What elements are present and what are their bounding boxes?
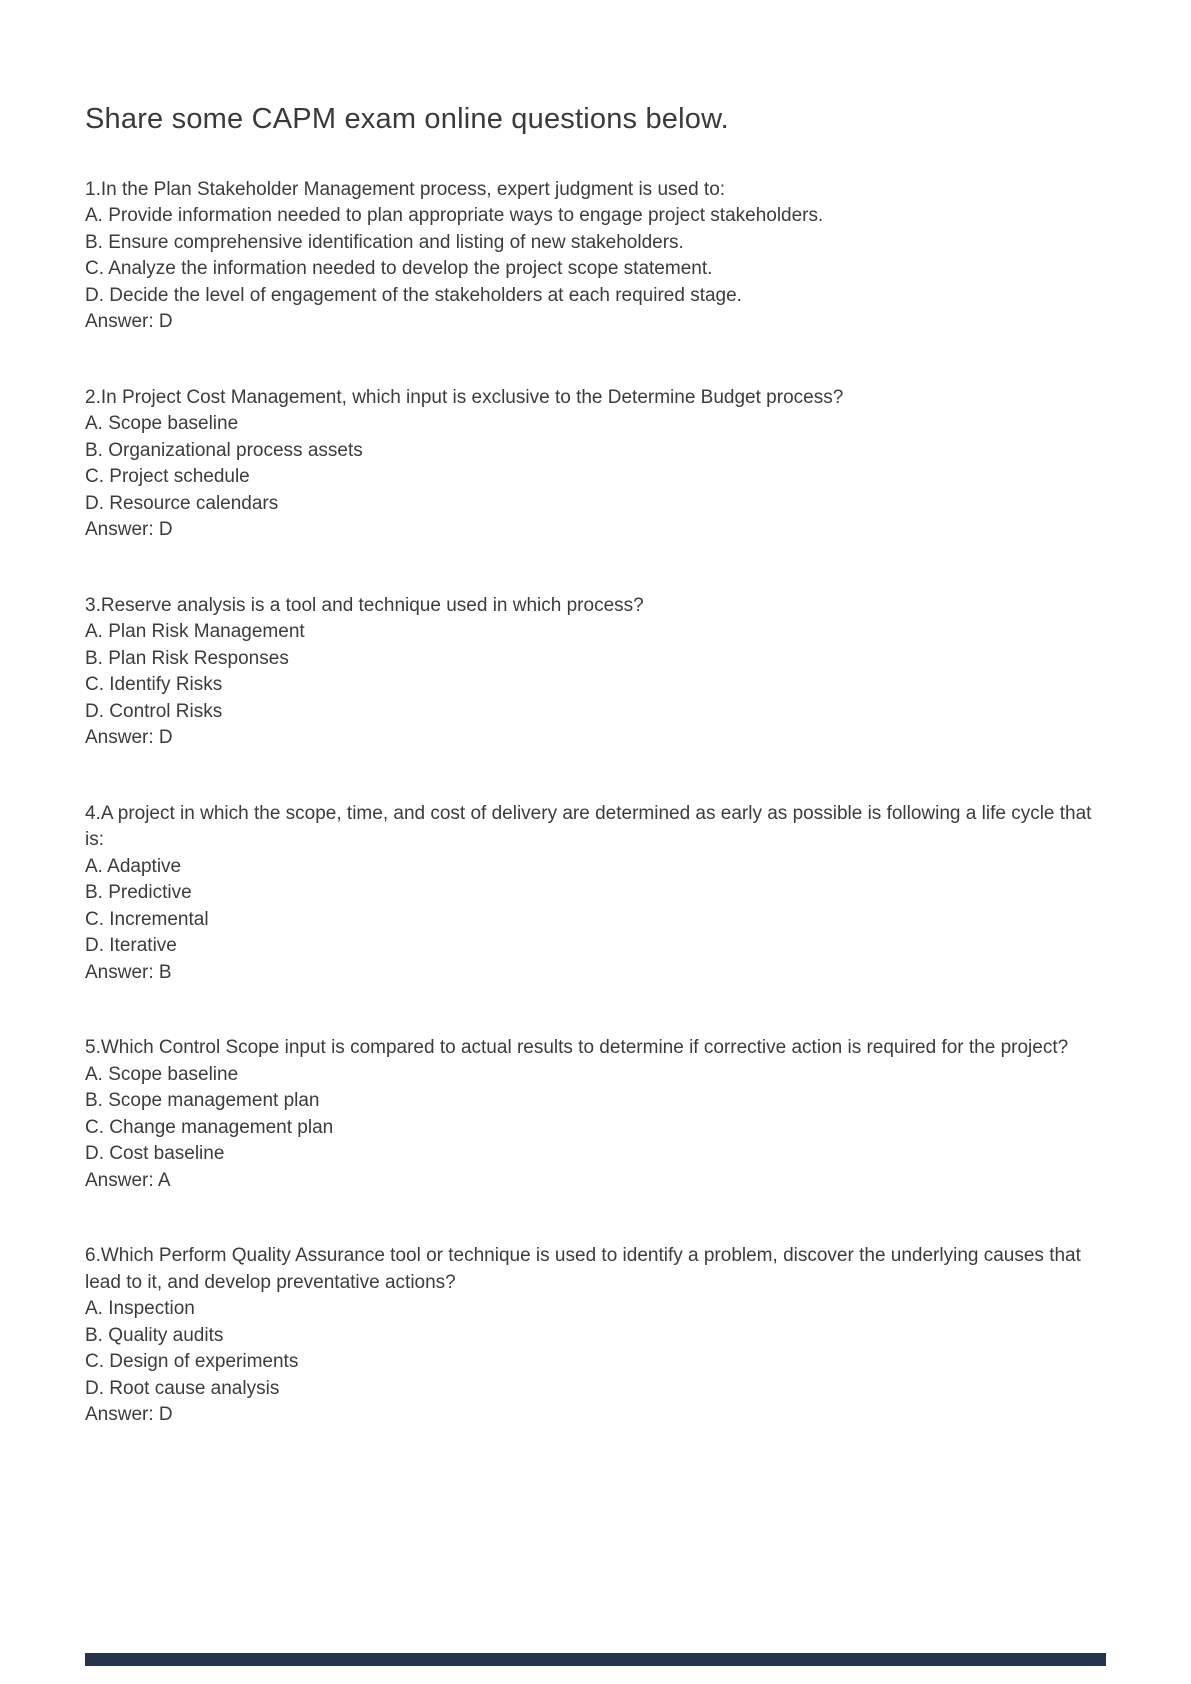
question-option-a: A. Scope baseline: [85, 1063, 239, 1085]
question-option-d: D. Root cause analysis: [85, 1377, 280, 1399]
question-answer: Answer: D: [85, 519, 173, 541]
question-4: [85, 801, 1106, 987]
question-option-c: C. Incremental: [85, 908, 209, 930]
question-text: 4.A project in which the scope, time, and cost of delivery are determined as early as possible is following a life cycle that is:: [85, 802, 1092, 851]
question-text: 1.In the Plan Stakeholder Management process, expert judgment is used to:: [85, 178, 726, 200]
question-option-b: B. Organizational process assets: [85, 439, 363, 461]
question-option-d: D. Cost baseline: [85, 1143, 225, 1165]
question-answer: Answer: D: [85, 311, 173, 333]
question-option-a: A. Inspection: [85, 1298, 195, 1320]
question-5: [85, 1035, 1106, 1194]
question-2: [85, 385, 1106, 544]
question-answer: Answer: B: [85, 961, 172, 983]
question-option-a: A. Plan Risk Management: [85, 621, 305, 643]
question-1: [85, 177, 1106, 336]
question-option-d: D. Control Risks: [85, 700, 223, 722]
question-answer: Answer: D: [85, 727, 173, 749]
question-text: 5.Which Control Scope input is compared to actual results to determine if corrective action is required for the project?: [85, 1037, 1069, 1059]
question-text: 3.Reserve analysis is a tool and technique used in which process?: [85, 594, 644, 616]
page-title: Share some CAPM exam online questions below.: [85, 103, 729, 135]
footer-bar: [85, 1653, 1106, 1666]
question-6: [85, 1243, 1106, 1429]
question-option-c: C. Analyze the information needed to develop the project scope statement.: [85, 258, 713, 280]
question-option-c: C. Project schedule: [85, 466, 250, 488]
question-option-c: C. Identify Risks: [85, 674, 223, 696]
question-text: 2.In Project Cost Management, which input is exclusive to the Determine Budget process?: [85, 386, 844, 408]
question-option-b: B. Scope management plan: [85, 1090, 320, 1112]
question-option-c: C. Change management plan: [85, 1116, 334, 1138]
question-option-d: D. Resource calendars: [85, 492, 279, 514]
question-option-c: C. Design of experiments: [85, 1351, 299, 1373]
question-text: 6.Which Perform Quality Assurance tool or technique is used to identify a problem, discover the underlying causes that lead to it, and develop preventative actions?: [85, 1245, 1081, 1293]
question-3: [85, 593, 1106, 752]
question-option-b: B. Ensure comprehensive identification and listing of new stakeholders.: [85, 231, 684, 253]
question-option-a: A. Provide information needed to plan appropriate ways to engage project stakeholders.: [85, 205, 824, 227]
question-option-a: A. Adaptive: [85, 855, 182, 877]
question-answer: Answer: A: [85, 1169, 171, 1191]
question-answer: Answer: D: [85, 1404, 173, 1426]
question-option-b: B. Plan Risk Responses: [85, 647, 289, 669]
question-option-a: A. Scope baseline: [85, 413, 239, 435]
question-option-d: D. Decide the level of engagement of the stakeholders at each required stage.: [85, 284, 742, 306]
question-option-b: B. Quality audits: [85, 1324, 224, 1346]
question-option-b: B. Predictive: [85, 882, 192, 904]
question-option-d: D. Iterative: [85, 935, 177, 957]
